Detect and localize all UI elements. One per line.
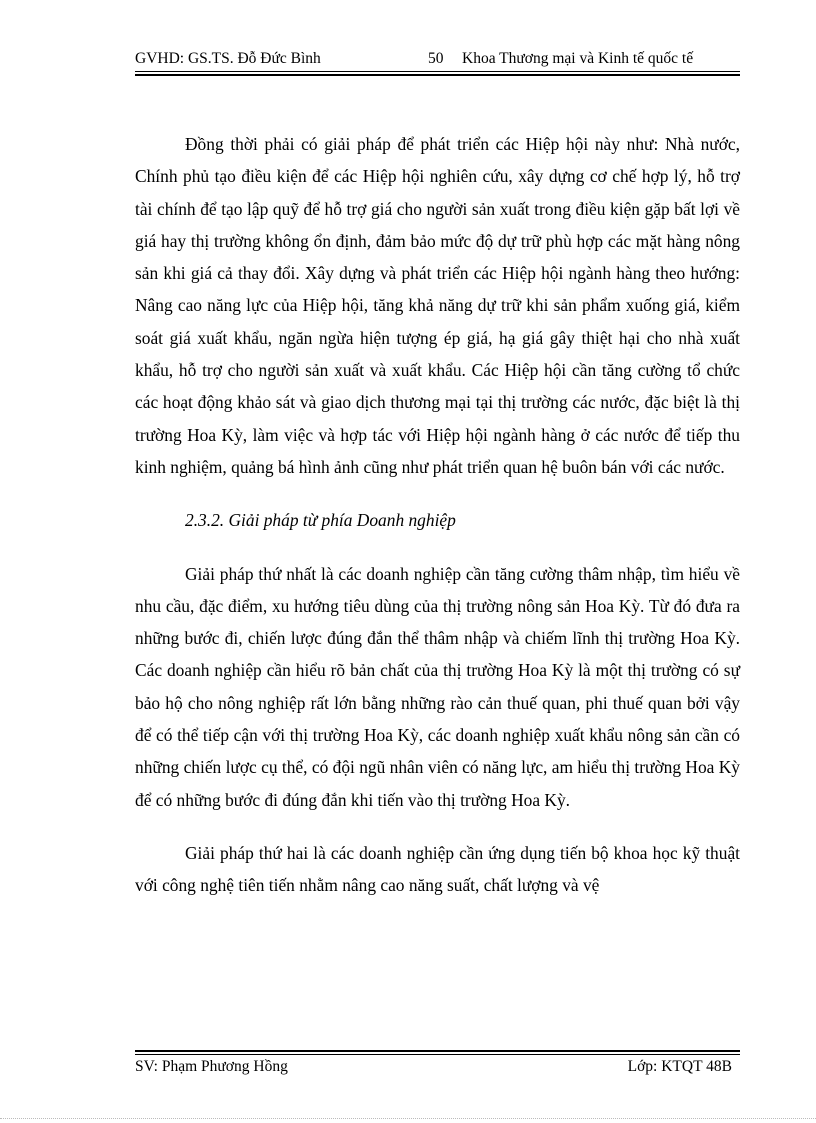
header-page-number: 50 bbox=[428, 50, 444, 67]
page-header bbox=[135, 48, 740, 70]
page-footer bbox=[135, 1056, 740, 1078]
footer-class: Lớp: KTQT 48B bbox=[627, 1058, 732, 1075]
header-faculty: Khoa Thương mại và Kinh tế quốc tế bbox=[462, 50, 694, 67]
paragraph-gap bbox=[135, 483, 740, 504]
footer-student: SV: Phạm Phương Hồng bbox=[135, 1058, 288, 1075]
body-paragraph-3: Giải pháp thứ hai là các doanh nghiệp cần ứng dụng tiến bộ khoa học kỹ thuật với công nghệ tiên tiến nhằm nâng cao năng suất, chất lượng và vệ bbox=[135, 842, 740, 896]
body-paragraph-2: Giải pháp thứ nhất là các doanh nghiệp cần tăng cường thâm nhập, tìm hiểu về nhu cầu, đặc điểm, xu hướng tiêu dùng của thị trường nông sản Hoa Kỳ. Từ đó đưa ra những bước đi, chiến lược đúng đắn thể thâm nhập và chiếm lĩnh thị trường Hoa Kỳ. Các doanh nghiệp cần hiểu rõ bản chất của thị trường Hoa Kỳ là một thị trường có sự bảo hộ cho nông nghiệp rất lớn bằng những rào cản thuế quan, phi thuế quan bởi vậy để có thể tiếp cận với thị trường Hoa Kỳ, các doanh nghiệp xuất khẩu nông sản cần có những chiến lược cụ thể, có đội ngũ nhân viên có năng lực, am hiểu thị trường Hoa Kỳ để có những bước đi đúng đắn khi tiến vào thị trường Hoa Kỳ. bbox=[135, 563, 740, 810]
footer-rule bbox=[135, 1050, 740, 1055]
header-rule bbox=[135, 71, 740, 76]
page-edge-divider bbox=[0, 1118, 816, 1119]
body-paragraph-1: Đồng thời phải có giải pháp để phát triển các Hiệp hội này như: Nhà nước, Chính phủ tạo điều kiện để các Hiệp hội nghiên cứu, xây dựng cơ chế hợp lý, hỗ trợ tài chính để tạo lập quỹ để hỗ trợ giá cho người sản xuất trong điều kiện gặp bất lợi về giá hay thị trường không ổn định, đảm bảo mức độ dự trữ phù hợp các mặt hàng nông sản khi giá cả thay đổi. Xây dựng và phát triển các Hiệp hội ngành hàng theo hướng: Nâng cao năng lực của Hiệp hội, tăng khả năng dự trữ khi sản phẩm xuống giá, kiểm soát giá xuất khẩu, ngăn ngừa hiện tượng ép giá, hạ giá gây thiệt hại cho nhà xuất khẩu, hỗ trợ cho người sản xuất và xuất khẩu. Các Hiệp hội cần tăng cường tổ chức các hoạt động khảo sát và giao dịch thương mại tại thị trường các nước, đặc biệt là thị trường Hoa Kỳ, làm việc và hợp tác với Hiệp hội ngành hàng ở các nước để tiếp thu kinh nghiệm, quảng bá hình ảnh cũng như phát triển quan hệ buôn bán với các nước. bbox=[135, 134, 740, 477]
header-advisor: GVHD: GS.TS. Đỗ Đức Bình bbox=[135, 50, 321, 67]
document-body bbox=[135, 128, 740, 902]
section-heading: 2.3.2. Giải pháp từ phía Doanh nghiệp bbox=[185, 510, 456, 531]
paragraph-gap bbox=[135, 816, 740, 837]
paragraph-gap bbox=[135, 537, 740, 558]
